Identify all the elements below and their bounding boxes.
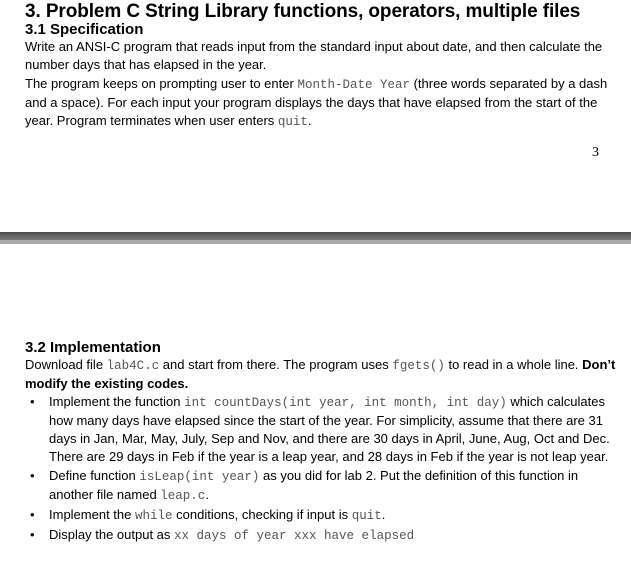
list-item: • Implement the function int countDays(int year, int month, int day) which calculates how many days have elapsed since the start of the year. For simplicity, assume that there are 31 days in Jan, Mar, May, July, Sep and Nov, and there are 30 days in April, June, Aug, Oct and Dec. There are 29 days in Feb if the year is a leap year, and 28 days in Feb if the year is not leap year.: [30, 394, 610, 464]
list-item: • Implement the while conditions, checking if input is quit.: [30, 507, 386, 523]
bullet-icon: •: [30, 507, 35, 522]
implementation-heading: 3.2 Implementation: [25, 339, 161, 356]
page-4: [0, 244, 631, 570]
bullet-icon: •: [30, 394, 35, 409]
impl-paragraph: Download file lab4C.c and start from there. The program uses fgets() to read in a whole line. Don’t modify the existing codes.: [25, 357, 616, 391]
task-list: [25, 393, 625, 546]
code-lab4c: lab4C.c: [106, 359, 160, 373]
code-month-date-year: Month-Date Year: [297, 78, 410, 92]
section-title: 3. Problem C String Library functions, operators, multiple files: [25, 1, 581, 22]
spec-paragraph-1: Write an ANSI-C program that reads input from the standard input about date, and then calculate the number days that has elapsed in the year.: [25, 39, 603, 72]
warning-text: Don’t modify the existing codes.: [25, 357, 616, 391]
code-isleap: isLeap(int year): [139, 470, 260, 484]
code-while: while: [135, 509, 173, 523]
code-countdays: int countDays(int year, int month, int day): [184, 396, 507, 410]
list-item: • Display the output as xx days of year xxx have elapsed: [30, 527, 415, 543]
code-quit-2: quit: [351, 509, 382, 523]
page-separator: [0, 232, 631, 244]
page-3: [0, 0, 631, 232]
code-leap-c: leap.c: [160, 489, 206, 503]
page-number: 3: [592, 145, 599, 160]
spec-paragraph-2: The program keeps on prompting user to enter Month-Date Year (three words separated by a dash and a space). For each input your program displays the days that have elapsed from the start of the year. Program terminates when user enters quit.: [25, 76, 608, 129]
code-quit: quit: [277, 115, 308, 129]
list-item: • Define function isLeap(int year) as you did for lab 2. Put the definition of this function in another file named leap.c.: [30, 468, 579, 503]
code-output-format: xx days of year xxx have elapsed: [174, 529, 415, 543]
bullet-icon: •: [30, 527, 35, 542]
code-fgets: fgets(): [392, 359, 445, 373]
bullet-icon: •: [30, 468, 35, 483]
spec-heading: 3.1 Specification: [25, 21, 144, 38]
